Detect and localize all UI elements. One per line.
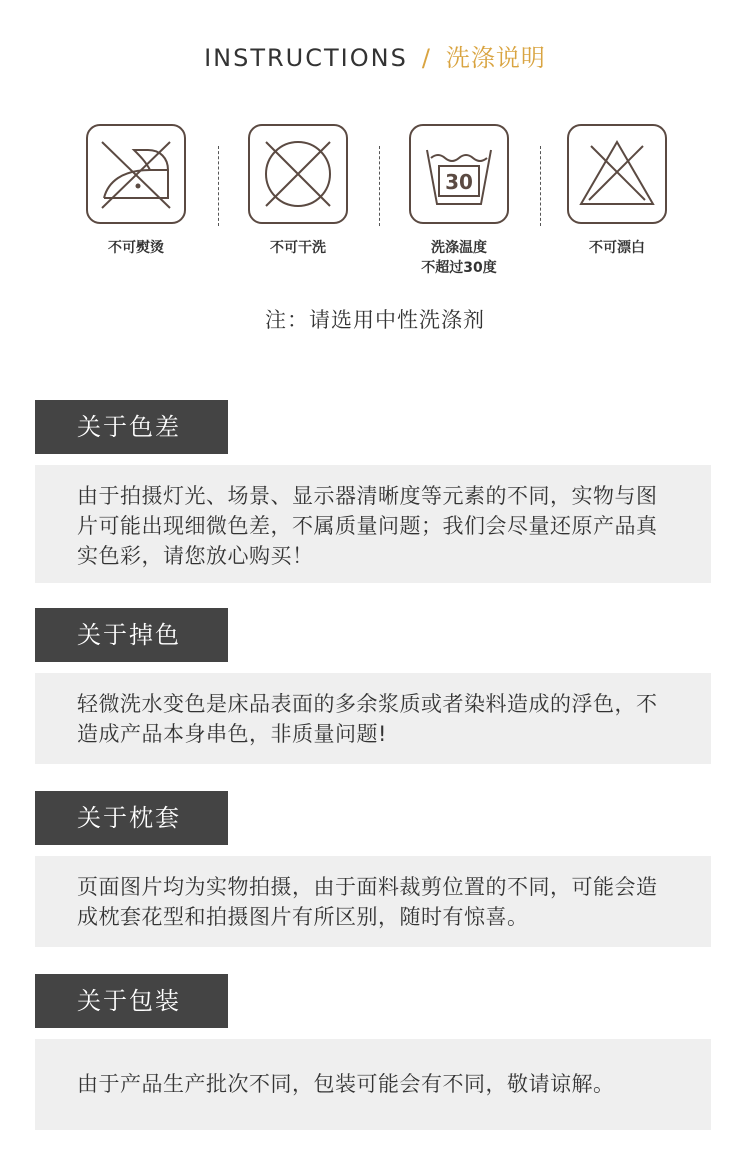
header-title-en: INSTRUCTIONS (204, 44, 408, 72)
care-item-no-bleach (537, 124, 697, 258)
section-body-pillowcase: 页面图片均为实物拍摄，由于面料裁剪位置的不同，可能会造成枕套花型和拍摄图片有所区别，随时有惊喜。 (35, 856, 711, 947)
care-label: 不可熨烫 (108, 240, 164, 256)
care-item-no-dry-clean (218, 124, 378, 258)
care-label (379, 238, 539, 278)
detergent-note: 注：请选用中性洗涤剂 (265, 308, 485, 332)
section-title-fading: 关于掉色 (35, 608, 228, 662)
care-label-line1: 洗涤温度 (431, 240, 487, 256)
section-body-color-difference: 由于拍摄灯光、场景、显示器清晰度等元素的不同，实物与图片可能出现细微色差，不属质量问题；我们会尽量还原产品真实色彩，请您放心购买！ (35, 465, 711, 583)
wash-temp-value: 30 (445, 170, 473, 194)
care-label: 不可干洗 (270, 240, 326, 256)
no-dry-clean-icon (248, 124, 348, 224)
page-header (0, 38, 750, 73)
care-item-wash-30 (379, 124, 539, 278)
no-bleach-icon (567, 124, 667, 224)
header-separator: / (421, 44, 432, 72)
section-title-color-difference: 关于色差 (35, 400, 228, 454)
care-item-no-iron (56, 124, 216, 258)
section-body-packaging: 由于产品生产批次不同，包装可能会有不同，敬请谅解。 (35, 1039, 711, 1130)
care-icons (0, 124, 750, 284)
no-iron-icon (86, 124, 186, 224)
section-title-packaging: 关于包装 (35, 974, 228, 1028)
section-body-fading: 轻微洗水变色是床品表面的多余浆质或者染料造成的浮色，不造成产品本身串色，非质量问题! (35, 673, 711, 764)
care-label-line2: 不超过30度 (421, 260, 497, 276)
section-title-pillowcase: 关于枕套 (35, 791, 228, 845)
header-title-cn: 洗涤说明 (445, 44, 546, 72)
care-label: 不可漂白 (589, 240, 645, 256)
wash-30-icon (409, 124, 509, 224)
